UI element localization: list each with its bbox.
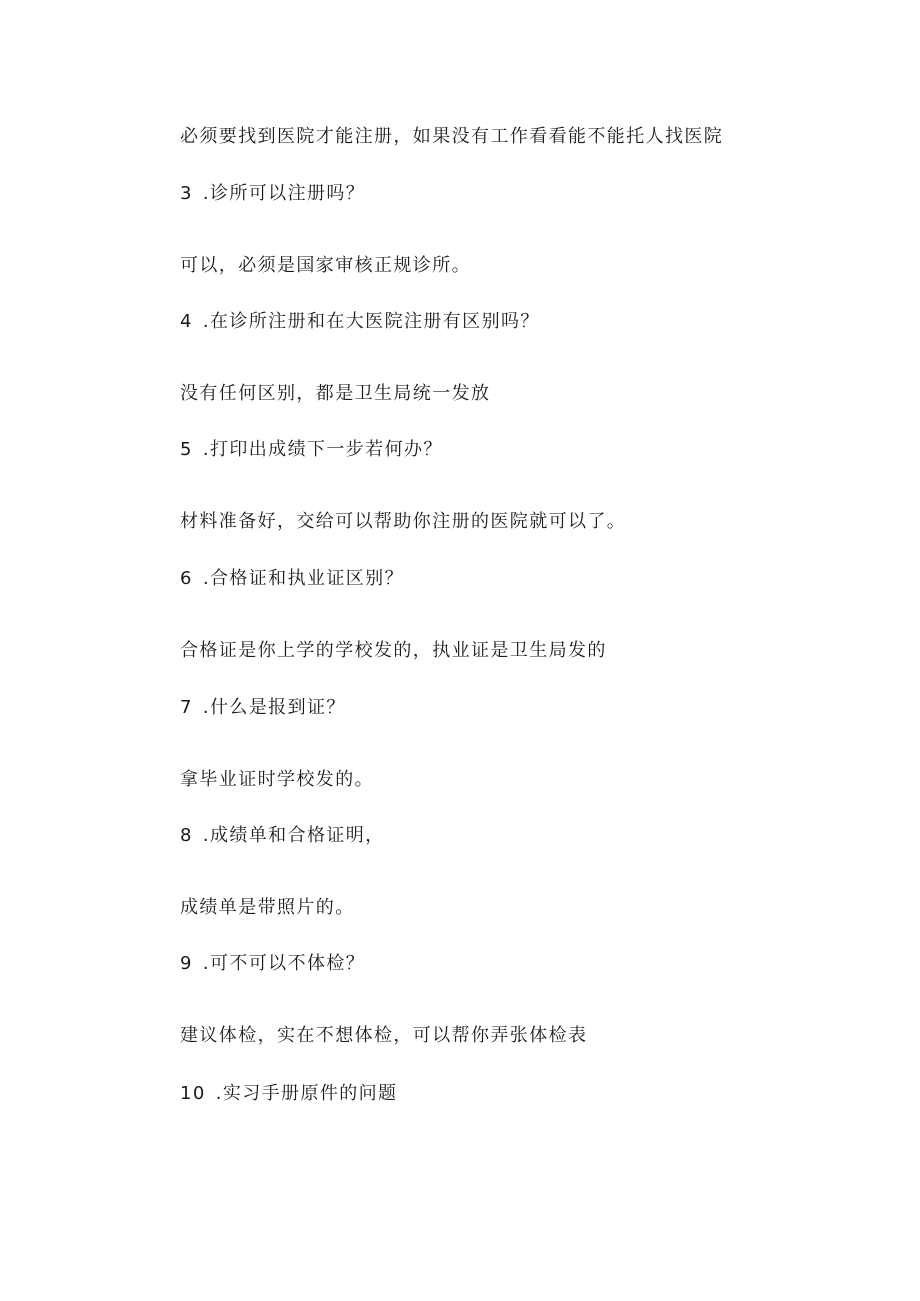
question-number: 9 (180, 953, 193, 974)
intro-answer: 必须要找到医院才能注册，如果没有工作看看能不能托人找医院 (180, 126, 724, 147)
answer-3: 可以，必须是国家审核正规诊所。 (180, 255, 471, 276)
question-4 (180, 311, 540, 333)
question-text: .什么是报到证？ (202, 697, 346, 718)
answer-9: 建议体检，实在不想体检，可以帮你弄张体检表 (180, 1025, 588, 1046)
question-number: 6 (180, 568, 193, 589)
question-text: .实习手册原件的问题 (215, 1083, 398, 1104)
question-number: 4 (180, 311, 193, 332)
question-10 (180, 1083, 397, 1105)
question-text: .诊所可以注册吗？ (202, 183, 366, 204)
question-6 (180, 568, 404, 590)
question-number: 3 (180, 183, 193, 204)
answer-4: 没有任何区别，都是卫生局统一发放 (180, 383, 491, 404)
question-text: .打印出成绩下一步若何办？ (202, 439, 443, 460)
question-text: .在诊所注册和在大医院注册有区别吗？ (202, 311, 540, 332)
question-number: 8 (180, 825, 193, 846)
question-text: .可不可以不体检？ (202, 953, 366, 974)
question-text: .成绩单和合格证明， (202, 825, 385, 846)
question-8 (180, 825, 385, 847)
answer-5: 材料准备好，交给可以帮助你注册的医院就可以了。 (180, 511, 627, 532)
answer-8: 成绩单是带照片的。 (180, 897, 355, 918)
question-9 (180, 953, 365, 975)
question-text: .合格证和执业证区别？ (202, 568, 404, 589)
answer-6: 合格证是你上学的学校发的，执业证是卫生局发的 (180, 640, 607, 661)
question-number: 5 (180, 439, 193, 460)
question-3 (180, 183, 365, 205)
question-5 (180, 439, 443, 461)
answer-7: 拿毕业证时学校发的。 (180, 769, 374, 790)
question-7 (180, 697, 346, 719)
question-number: 10 (180, 1083, 206, 1104)
question-number: 7 (180, 697, 193, 718)
